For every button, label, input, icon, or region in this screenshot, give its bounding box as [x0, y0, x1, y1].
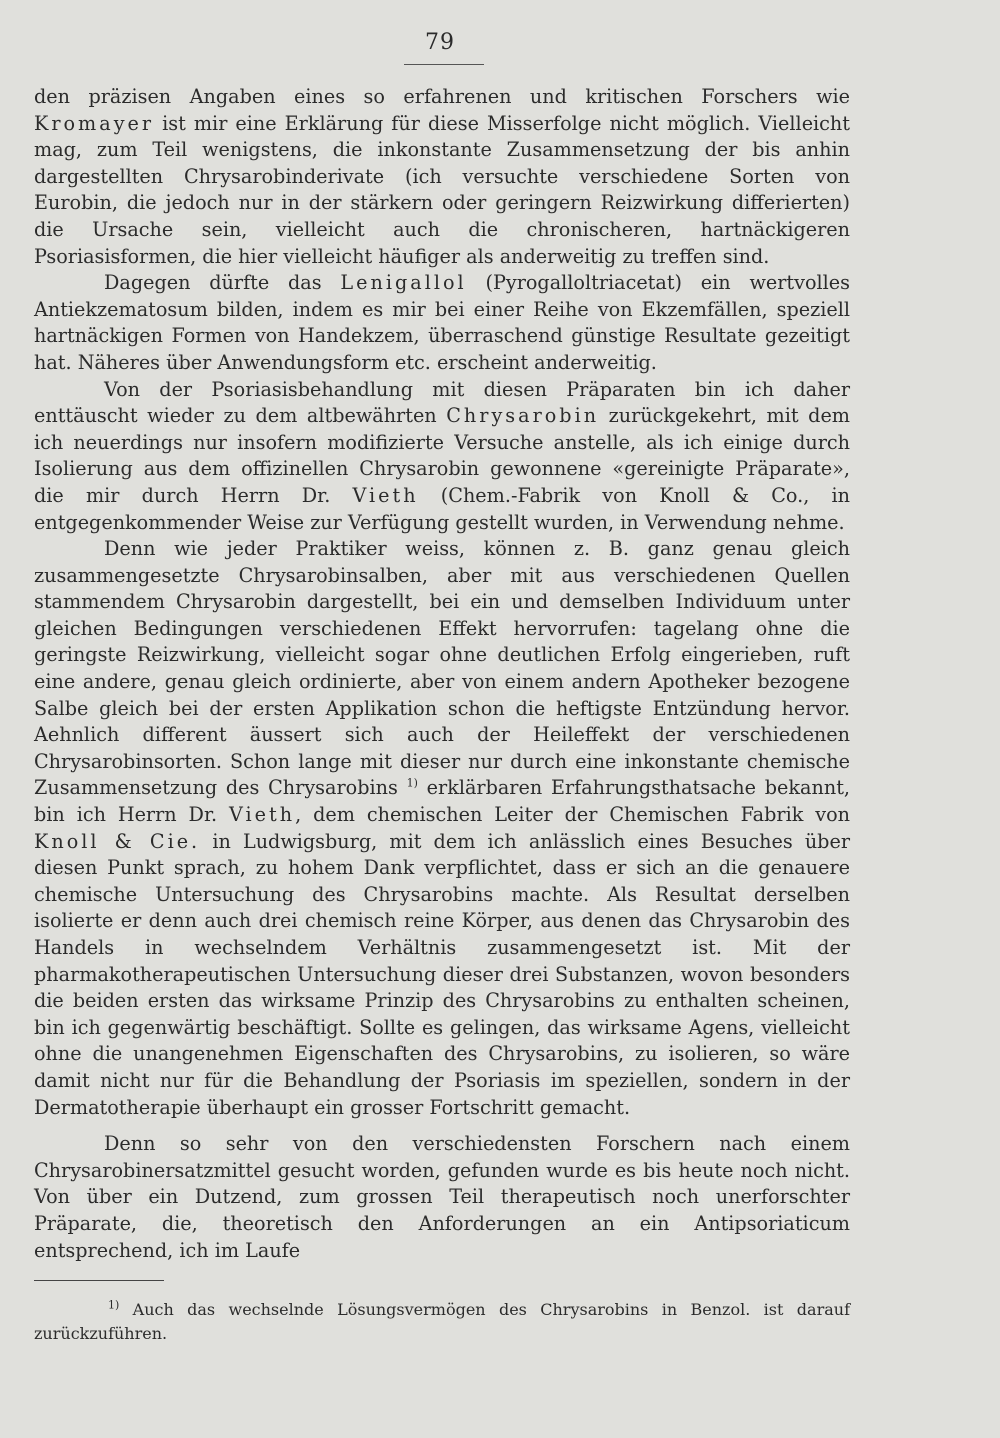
spaced-name: Lenigallol [340, 271, 467, 295]
footnote-rule [34, 1280, 164, 1281]
page-number-rule [404, 64, 484, 65]
footnote [34, 1298, 850, 1346]
paragraph-3 [34, 377, 850, 537]
paragraph-2 [34, 270, 850, 376]
footnote-text: Auch das wechselnde Lösungsvermögen des Chrysarobins in Benzol. ist darauf zurückzuführen. [34, 1300, 850, 1343]
text-run: , dem chemischen Leiter der Chemischen Fabrik von [295, 803, 851, 827]
text-run: in Ludwigsburg, mit dem ich anlässlich eines Besuches über diesen Punkt sprach, zu hohem Dank verpflichtet, dass er sich an die genauere chemische Untersuchung des Chrysarobins machte. Als Resultat derselben isolierte er denn auch drei chemisch reine Körper, aus denen das Chrysarobin des Handels in wechselndem Verhältnis zusammengesetzt ist. Mit der pharmakotherapeutischen Untersuchung dieser drei Substanzen, wovon besonders die beiden ersten das wirksame Prinzip des Chrysarobins zu enthalten scheinen, bin ich gegenwärtig beschäftigt. Sollte es gelingen, das wirksame Agens, vielleicht ohne die unangenehmen Eigenschaften des Chrysarobins, zu isolieren, so wäre damit nicht nur für die Behandlung der Psoriasis im speziellen, sondern in der Dermatotherapie überhaupt ein grosser Fortschritt gemacht. [34, 829, 850, 1119]
spaced-name: Chrysarobin [446, 404, 600, 428]
text-run: (Chem.-Fabrik von Knoll & Co., in entgegenkommender Weise zur Verfügung gestellt wurden, in Verwendung nehme. [34, 483, 851, 534]
text-run: zurückgekehrt, mit dem ich neuerdings nur insofern modifizierte Versuche anstelle, als ich einige durch Isolierung aus dem offizinellen Chrysarobin gewonnene «gereinigte Präparate», die mir durch Herrn Dr. [34, 404, 851, 507]
footnote-marker: 1) [108, 1298, 120, 1312]
paragraph-4 [34, 536, 850, 1121]
text-run: Denn so sehr von den verschiedensten Forschern nach einem Chrysarobinersatzmittel gesucht worden, gefunden wurde es bis heute noch nicht. Von über ein Dutzend, zum grossen Teil therapeutisch noch unerforschter Präparate, die, theoretisch den Anforderungen an ein Antipsoriaticum entsprechend, ich im Laufe [34, 1132, 850, 1262]
body-text [34, 84, 850, 1264]
text-run: erklärbaren Erfahrungsthatsache bekannt, bin ich Herrn Dr. [34, 776, 851, 827]
paragraph-5 [34, 1131, 850, 1264]
text-run: (Pyrogalloltriacetat) ein wertvolles Antiekzematosum bilden, indem es mir bei einer Reihe von Ekzemfällen, speziell hartnäckigen Formen von Handekzem, überraschend günstige Resultate gezeitigt hat. Näheres über Anwendungsform etc. erscheint anderweitig. [34, 271, 850, 374]
footnote-reference: 1) [406, 777, 418, 791]
text-run: Von der Psoriasisbehandlung mit diesen Präparaten bin ich daher enttäuscht wieder zu dem altbewährten [34, 377, 850, 428]
text-run: Dagegen dürfte das [104, 271, 341, 295]
spaced-name: Vieth [229, 803, 296, 827]
text-run: den präzisen Angaben eines so erfahrenen und kritischen Forschers wie [34, 85, 850, 108]
spaced-name: Knoll & Cie. [34, 829, 201, 853]
spaced-name: Vieth [352, 483, 419, 507]
text-run: Denn wie jeder Praktiker weiss, können z. B. ganz genau gleich zusammengesetzte Chrysarobinsalben, aber mit aus verschiedenen Quellen stammendem Chrysarobin dargestellt, bei ein und demselben Individuum unter gleichen Bedingungen verschiedenen Effekt hervorrufen: tagelang ohne die geringste Reizwirkung, vielleicht sogar ohne deutlichen Erfolg eingerieben, ruft eine andere, genau gleich ordinierte, aber von einem andern Apotheker bezogene Salbe gleich bei der ersten Applikation schon die heftigste Entzündung hervor. Aehnlich different äussert sich auch der Heileffekt der verschiedenen Chrysarobinsorten. Schon lange mit dieser nur durch eine inkonstante chemische Zusammensetzung des Chrysarobins [34, 537, 850, 800]
paragraph-1 [34, 84, 850, 270]
text-run: ist mir eine Erklärung für diese Misserfolge nicht möglich. Vielleicht mag, zum Teil wenigstens, die inkonstante Zusammensetzung der bis anhin dargestellten Chrysarobinderivate (ich versuchte verschiedene Sorten von Eurobin, die jedoch nur in der stärkern oder geringern Reizwirkung differierten) die Ursache sein, vielleicht auch die chronischeren, hartnäckigeren Psoriasisformen, die hier vielleicht häufiger als anderweitig zu treffen sind. [34, 111, 850, 268]
spaced-name: Kromayer [34, 111, 155, 135]
page-number: 79 [425, 30, 455, 55]
